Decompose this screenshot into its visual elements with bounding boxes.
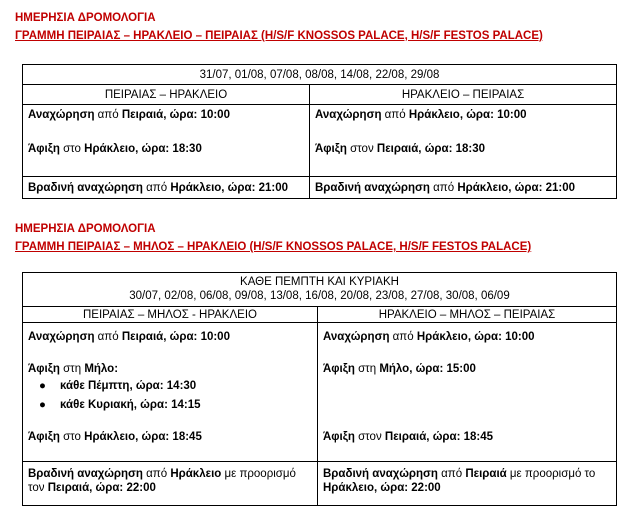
section2-heading: ΗΜΕΡΗΣΙΑ ΔΡΟΜΟΛΟΓΙΑ <box>15 223 156 235</box>
evening-departure-left: Βραδινή αναχώρηση από Ηράκλειο, ώρα: 21:00 <box>23 177 310 199</box>
outbound-times <box>23 105 310 177</box>
list-item: ● κάθε Πέμπτη, ώρα: 14:30 <box>39 380 197 392</box>
dates-row: 31/07, 01/08, 07/08, 08/08, 14/08, 22/08, 29/08 <box>23 65 617 85</box>
days-dates-row <box>23 273 617 307</box>
milos-arrival-line: Άφιξη στη Μήλο, ώρα: 15:00 <box>323 363 476 375</box>
schedule-table-2 <box>22 272 617 506</box>
column-header-heraklion-milos-piraeus: ΗΡΑΚΛΕΙΟ – ΜΗΛΟΣ – ΠΕΙΡΑΙΑΣ <box>318 307 617 323</box>
column-header-piraeus-heraklion: ΠΕΙΡΑΙΑΣ – ΗΡΑΚΛΕΙΟ <box>23 85 310 105</box>
days-label: ΚΑΘΕ ΠΕΜΠΤΗ ΚΑΙ ΚΥΡΙΑΚΗ <box>240 276 399 288</box>
evening-departure-right: Βραδινή αναχώρηση από Πειραιά με προορισμό το Ηράκλειο, ώρα: 22:00 <box>318 462 617 506</box>
arrival-line: Άφιξη στο Ηράκλειο, ώρα: 18:45 <box>28 431 202 443</box>
list-item: ● κάθε Κυριακή, ώρα: 14:15 <box>39 399 201 411</box>
milos-arrival-list <box>28 379 312 412</box>
bullet-icon: ● <box>39 399 46 411</box>
outbound-times <box>23 323 318 462</box>
return-times <box>310 105 617 177</box>
departure-line: Αναχώρηση από Πειραιά, ώρα: 10:00 <box>28 331 230 343</box>
column-header-piraeus-milos-heraklion: ΠΕΙΡΑΙΑΣ – ΜΗΛΟΣ - ΗΡΑΚΛΕΙΟ <box>23 307 318 323</box>
return-times <box>318 323 617 462</box>
bullet-icon: ● <box>39 380 46 392</box>
column-header-heraklion-piraeus: ΗΡΑΚΛΕΙΟ – ΠΕΙΡΑΙΑΣ <box>310 85 617 105</box>
schedule-table-1 <box>22 64 617 199</box>
section1-heading: ΗΜΕΡΗΣΙΑ ΔΡΟΜΟΛΟΓΙΑ <box>15 12 156 24</box>
section1-line-title: ΓΡΑΜΜΗ ΠΕΙΡΑΙΑΣ – ΗΡΑΚΛΕΙΟ – ΠΕΙΡΑΙΑΣ (H/S/F KNOSSOS PALACE, H/S/F FESTOS PALACE) <box>15 30 543 42</box>
evening-departure-right: Βραδινή αναχώρηση από Ηράκλειο, ώρα: 21:00 <box>310 177 617 199</box>
milos-arrival-line: Άφιξη στη Μήλο: <box>28 363 119 375</box>
arrival-line: Άφιξη στο Ηράκλειο, ώρα: 18:30 <box>28 143 202 155</box>
departure-line: Αναχώρηση από Πειραιά, ώρα: 10:00 <box>28 109 230 121</box>
arrival-line: Άφιξη στον Πειραιά, ώρα: 18:45 <box>323 431 494 443</box>
arrival-line: Άφιξη στον Πειραιά, ώρα: 18:30 <box>315 143 486 155</box>
departure-line: Αναχώρηση από Ηράκλειο, ώρα: 10:00 <box>315 109 527 121</box>
departure-line: Αναχώρηση από Ηράκλειο, ώρα: 10:00 <box>323 331 535 343</box>
dates-label: 30/07, 02/08, 06/08, 09/08, 13/08, 16/08, 20/08, 23/08, 27/08, 30/08, 06/09 <box>129 290 510 302</box>
evening-departure-left: Βραδινή αναχώρηση από Ηράκλειο με προορισμό τον Πειραιά, ώρα: 22:00 <box>23 462 318 506</box>
section2-line-title: ΓΡΑΜΜΗ ΠΕΙΡΑΙΑΣ – ΜΗΛΟΣ – ΗΡΑΚΛΕΙΟ (H/S/F KNOSSOS PALACE, H/S/F FESTOS PALACE) <box>15 241 532 253</box>
